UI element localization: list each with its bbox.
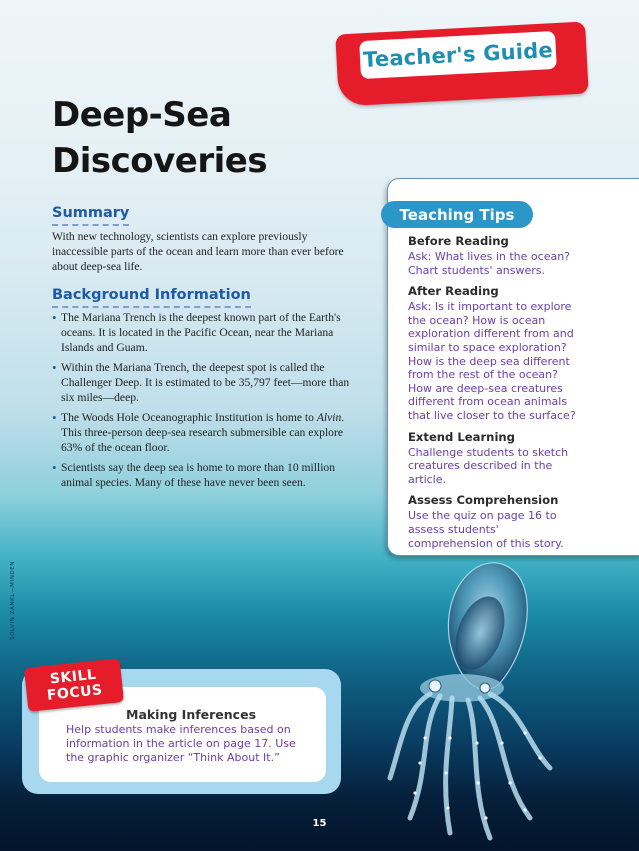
deep-sea-creature-image <box>380 548 580 848</box>
tip-text-extend-learning: Challenge students to sketch creatures described in the article. <box>408 445 569 486</box>
teaching-tips-tab <box>381 201 533 228</box>
teachers-guide-label: Teacher's Guide <box>362 38 554 72</box>
tip-heading-extend-learning: Extend Learning <box>408 429 515 444</box>
summary-text: With new technology, scientists can explore previously inaccessible parts of the ocean and learn more than ever before about deep-sea life. <box>52 230 344 273</box>
background-item-post: . This three-person deep-sea research submersible can explore 63% of the ocean floor. <box>61 411 345 454</box>
skill-focus-text: Help students make inferences based on information in the article on page 17. Use the graphic organizer “Think About It.” <box>66 723 296 764</box>
background-item-pre: The Woods Hole Oceanographic Institution is home to <box>61 411 317 424</box>
teaching-tips-title: Teaching Tips <box>399 205 515 224</box>
skill-focus-title: Making Inferences <box>126 707 257 722</box>
background-item: • The Mariana Trench is the deepest known part of the Earth's oceans. It is located in the Pacific Ocean, near the Mariana Islands and Guam. <box>52 310 352 355</box>
teaching-tips-content <box>408 234 583 557</box>
skill-tag-line-1: SKILL <box>49 666 98 688</box>
background-list <box>52 310 352 495</box>
tip-heading-after-reading: After Reading <box>408 284 499 299</box>
photo-credit: SOLVIN ZANKL—MINDEN <box>10 560 16 640</box>
alvin-name: Alvin <box>316 411 342 424</box>
tip-heading-before-reading: Before Reading <box>408 234 509 248</box>
skill-tag-line-2: FOCUS <box>46 682 104 704</box>
summary-heading: Summary <box>52 205 129 226</box>
title-line-1: Deep-Sea <box>52 95 232 135</box>
tip-heading-assess-comprehension: Assess Comprehension <box>408 493 559 508</box>
page-number: 15 <box>312 818 327 829</box>
background-item <box>52 410 352 455</box>
background-item: • Within the Mariana Trench, the deepest spot is called the Challenger Deep. It is estimated to be 35,797 feet—more than six miles—deep. <box>52 360 352 405</box>
tip-text-assess-comprehension: Use the quiz on page 16 to assess students' comprehension of this story. <box>408 509 564 550</box>
background-item: • Scientists say the deep sea is home to more than 10 million animal species. Many of these have never been seen. <box>52 460 352 490</box>
page-title <box>52 92 267 184</box>
background-heading: Background Information <box>52 287 251 308</box>
title-line-2: Discoveries <box>52 141 268 181</box>
tip-text-before-reading: Ask: What lives in the ocean? Chart students' answers. <box>408 250 571 277</box>
tip-text-after-reading: Ask: Is it important to explore the ocean? How is ocean exploration different from and similar to space exploration? How is the deep sea different from the rest of the ocean? How are deep-sea creatures different from ocean animals that live closer to the surface? <box>408 300 576 422</box>
